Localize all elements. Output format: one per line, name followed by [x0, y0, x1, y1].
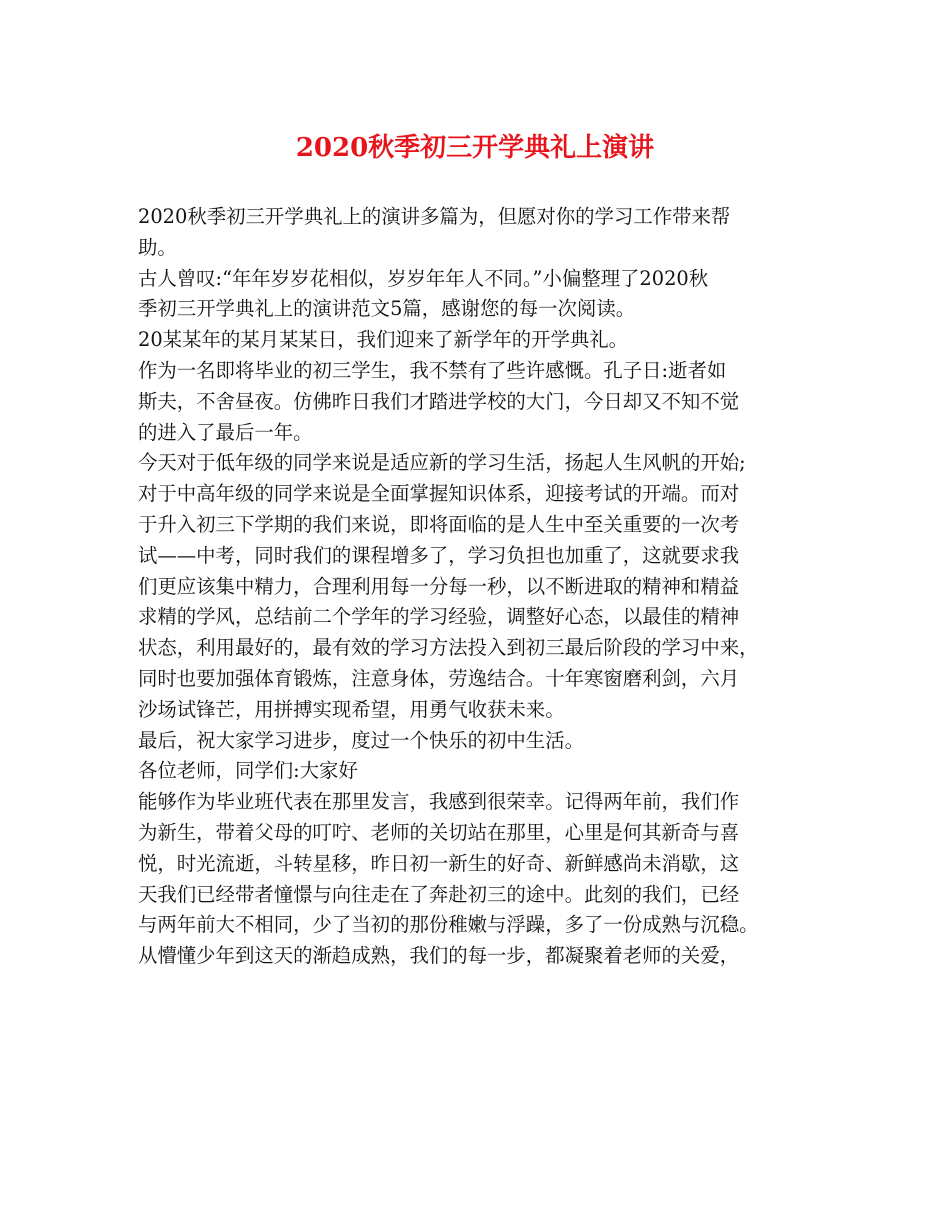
text-line: 季初三开学典礼上的演讲范文5篇，感谢您的每一次阅读。 [138, 297, 636, 321]
text-line: 今天对于低年级的同学来说是适应新的学习生活，扬起人生风帆的开始; [138, 451, 746, 475]
text-line: 同时也要加强体育锻炼，注意身体，劳逸结合。十年寒窗磨利剑，六月 [138, 666, 740, 690]
text-line: 作为一名即将毕业的初三学生，我不禁有了些许感慨。孔子日:逝者如 [138, 358, 727, 382]
text-line: 们更应该集中精力，合理利用每一分每一秒，以不断进取的精神和精益 [138, 574, 740, 598]
document-title: 2020秋季初三开学典礼上演讲 [295, 133, 655, 163]
text-line: 天我们已经带者憧憬与向往走在了奔赴初三的途中。此刻的我们，已经 [138, 882, 740, 906]
text-line: 于升入初三下学期的我们来说，即将面临的是人生中至关重要的一次考 [138, 512, 740, 536]
text-line: 助。 [138, 235, 177, 259]
text-line: 状态，利用最好的，最有效的学习方法投入到初三最后阶段的学习中来， [138, 636, 759, 660]
text-line: 古人曾叹:“年年岁岁花相似，岁岁年年人不同。”小偏整理了2020秋 [138, 266, 709, 290]
text-line: 与两年前大不相同，少了当初的那份稚嫩与浮躁，多了一份成熟与沉稳。 [138, 913, 759, 937]
text-line: 试——中考，同时我们的课程增多了，学习负担也加重了，这就要求我 [138, 543, 740, 567]
text-line: 20某某年的某月某某日，我们迎来了新学年的开学典礼。 [138, 328, 629, 352]
text-line: 的进入了最后一年。 [138, 420, 313, 444]
text-line: 求精的学风，总结前二个学年的学习经验，调整好心态，以最佳的精神 [138, 605, 740, 629]
text-line: 为新生，带着父母的叮咛、老师的关切站在那里，心里是何其新奇与喜 [138, 820, 740, 844]
text-line: 2020秋季初三开学典礼上的演讲多篇为，但愿对你的学习工作带来帮 [138, 205, 731, 228]
text-line: 各位老师，同学们:大家好 [138, 759, 358, 783]
text-line: 能够作为毕业班代表在那里发言，我感到很荣幸。记得两年前，我们作 [138, 790, 740, 814]
document-body [138, 202, 838, 972]
text-line: 斯夫，不舍昼夜。仿佛昨日我们才踏进学校的大门，今日却又不知不觉 [138, 389, 740, 413]
text-line: 最后，祝大家学习进步，度过一个快乐的初中生活。 [138, 728, 584, 752]
text-line: 沙场试锋芒，用拼搏实现希望，用勇气收获未来。 [138, 697, 565, 721]
text-line: 悦，时光流逝，斗转星移，昨日初一新生的好奇、新鲜感尚未消歇，这 [138, 851, 740, 875]
text-line: 对于中高年级的同学来说是全面掌握知识体系，迎接考试的开端。而对 [138, 482, 740, 506]
text-line: 从懵懂少年到这天的渐趋成熟，我们的每一步，都凝聚着老师的关爱， [138, 944, 740, 968]
